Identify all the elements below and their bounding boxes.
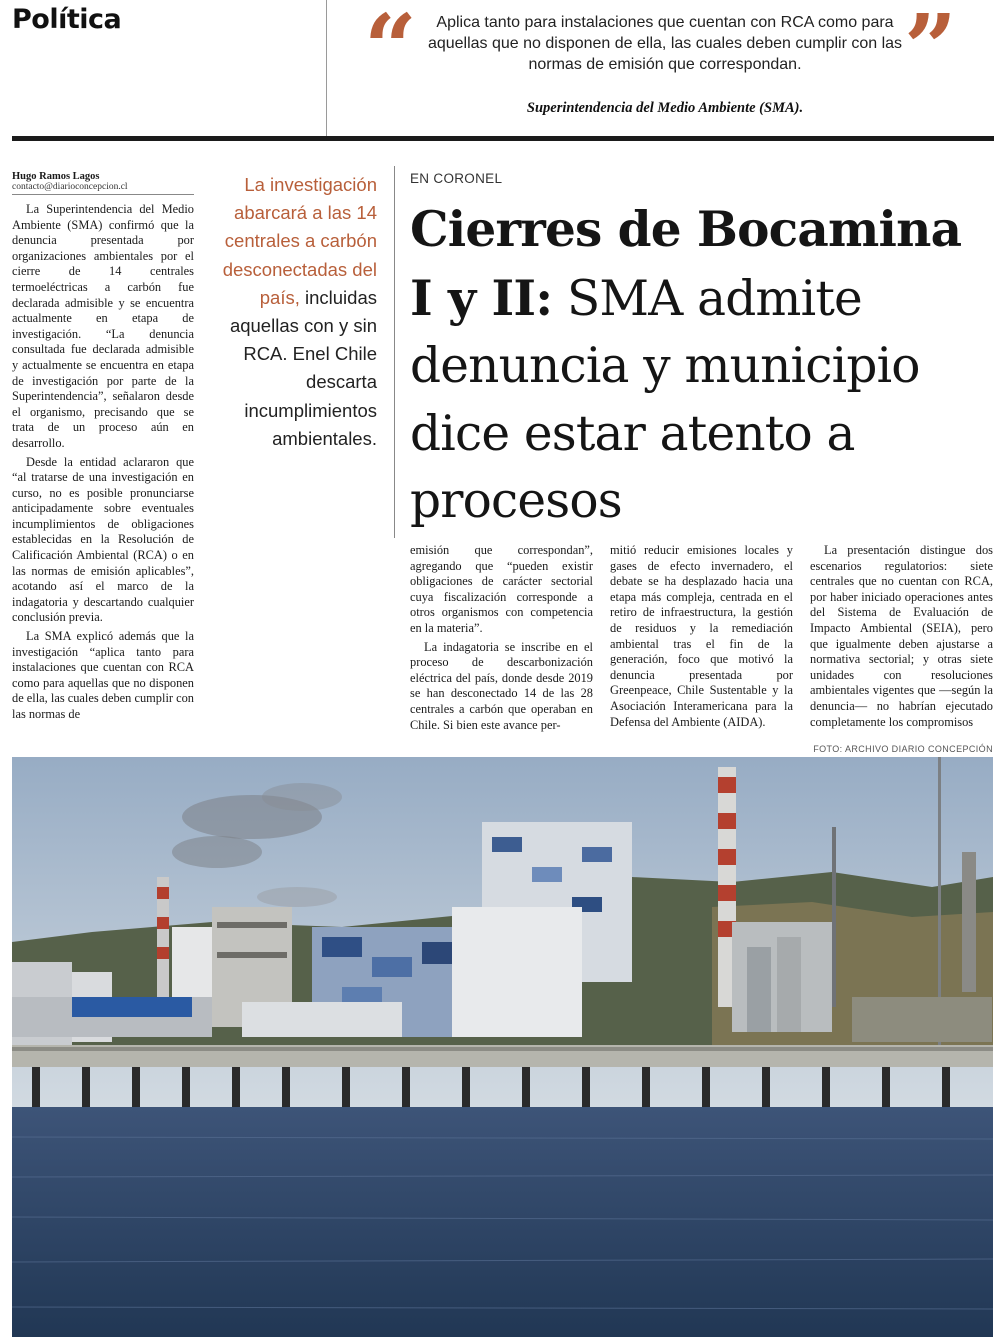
author-divider [12,194,194,195]
paragraph: La SMA explicó además que la investigación “aplica tanto para instalaciones que cuentan con RCA como para aquellas que no disponen de ella, las cuales deben cumplir con las normas de [12,629,194,721]
divider [326,0,327,136]
photo-credit: FOTO: ARCHIVO DIARIO CONCEPCIÓN [813,744,993,754]
body-column-2 [410,543,593,736]
paragraph: Desde la entidad aclararon que “al tratarse de una investigación en curso, no es posible pronunciarse anticipadamente sobre eventuales incumplimientos de obligaciones establecidas en la Resolución de Calificación Ambiental (RCA) o en las normas de emisión aplicables”, acotando así el marco de la indagatoria y descartando cualquier conclusión previa. [12,454,194,625]
paragraph: La indagatoria se inscribe en el proceso de descarbonización eléctrica del país, donde desde 2019 se han desconectado 14 de las 28 centrales a carbón que operaban en Chile. Si bien este avance per- [410,639,593,732]
paragraph: La Superintendencia del Medio Ambiente (SMA) confirmó que la denuncia presentada por organizaciones ambientales por el cierre de 14 centrales termoeléctricas a carbón fue declarada admisible y se encuentra actualmente en etapa de investigación. “La denuncia consultada fue declarada admisible y actualmente se encuentra en etapa de investigación por parte de la Superintendencia”, señalaron desde el organismo, precisando que se trata de un proceso aún en desarrollo. [12,202,194,450]
quote-source: Superintendencia del Medio Ambiente (SMA). [526,100,804,116]
body-column-1 [12,202,194,726]
paragraph: mitió reducir emisiones locales y gases de efecto invernadero, el debate se ha desplazado hacia una etapa más compleja, centrada en el retiro de infraestructura, la gestión de residuos y la remediación ambiental tras el fin de la generación, foco que motivó la denuncia presentada por Greenpeace, Chile Sustentable y la Asociación Interamericana para la Defensa del Ambiente (AIDA). [610,543,793,729]
quote-close-icon: ” [904,0,957,102]
headline-regular: SMA admite denuncia y municipio dice estar atento a procesos [410,270,920,529]
headline-bold: Cierres de Bocamina I y II: [410,201,962,327]
paragraph: La presentación distingue dos escenarios regulatorios: siete centrales que no cuentan con RCA, por haber iniciado operaciones antes del Sistema de Evaluación de Impacto Ambiental (SEIA), pero que igualmente deben ajustarse a normativa sectorial; y otras siete unidades con resoluciones ambientales vigentes que —según la denuncia— no habrían ejecutado completamente los compromisos [810,543,993,729]
pull-quote: Aplica tanto para instalaciones que cuentan con RCA como para aquellas que no disponen de ella, las cuales deben cumplir con las normas de emisión que correspondan. [427,14,903,73]
kicker: EN CORONEL [410,171,503,186]
body-column-3 [610,543,793,733]
section-title: Política [12,4,122,35]
body-column-4 [810,543,993,733]
lead-rest: incluidas aquellas con y sin RCA. Enel Chile descarta incumplimientos ambientales. [229,286,377,449]
power-plant-illustration [12,757,993,1337]
power-plant-photo [12,757,993,1337]
author-email[interactable]: contacto@diarioconcepcion.cl [12,182,128,192]
headline [410,196,994,536]
paragraph: emisión que correspondan”, agregando que “pueden existir obligaciones de carácter sectorial cuya fiscalización corresponde a otros organismos con competencia en la materia”. [410,543,593,635]
lead-summary [205,171,377,453]
quote-open-icon: “ [364,0,417,102]
author-name: Hugo Ramos Lagos [12,171,100,182]
column-divider [394,166,395,538]
top-rule [12,136,994,141]
lead-highlight: La investigación abarcará a las 14 centrales a carbón desconectadas del país, [222,174,377,308]
